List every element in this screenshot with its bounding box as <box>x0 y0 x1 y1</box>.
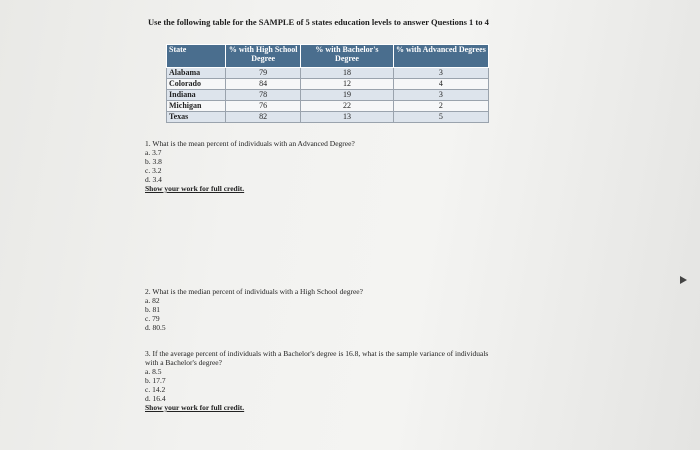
cell-high-school: 79 <box>226 68 301 79</box>
cell-high-school: 82 <box>226 112 301 123</box>
question-stem: 1. What is the mean percent of individuals with an Advanced Degree? <box>145 139 355 148</box>
table-header-row <box>167 45 489 68</box>
question-stem: 2. What is the median percent of individuals with a High School degree? <box>145 287 363 296</box>
cell-high-school: 78 <box>226 90 301 101</box>
cell-state: Indiana <box>167 90 226 101</box>
show-work-note: Show your work for full credit. <box>145 184 245 193</box>
cell-bachelors: 18 <box>301 68 394 79</box>
answer-option: b. 17.7 <box>145 376 166 385</box>
cell-advanced: 3 <box>393 68 488 79</box>
table-row <box>167 68 489 79</box>
table-row <box>167 79 489 90</box>
question-3 <box>145 349 495 412</box>
header-advanced: % with Advanced Degrees <box>393 45 488 68</box>
cell-advanced: 2 <box>393 101 488 112</box>
cell-bachelors: 12 <box>301 79 394 90</box>
answer-option: c. 3.2 <box>145 166 162 175</box>
answer-option: c. 79 <box>145 314 160 323</box>
cell-high-school: 76 <box>226 101 301 112</box>
cell-state: Michigan <box>167 101 226 112</box>
answer-option: b. 3.8 <box>145 157 162 166</box>
table-row <box>167 90 489 101</box>
header-high-school: % with High School Degree <box>226 45 301 68</box>
answer-option: a. 8.5 <box>145 367 162 376</box>
cell-state: Texas <box>167 112 226 123</box>
answer-option: b. 81 <box>145 305 160 314</box>
cell-advanced: 3 <box>393 90 488 101</box>
answer-option: c. 14.2 <box>145 385 166 394</box>
answer-option: d. 3.4 <box>145 175 162 184</box>
cell-bachelors: 19 <box>301 90 394 101</box>
cell-high-school: 84 <box>226 79 301 90</box>
answer-option: d. 16.4 <box>145 394 166 403</box>
question-stem: 3. If the average percent of individuals with a Bachelor's degree is 16.8, what is the sample variance of individuals with a Bachelor's degree? <box>145 349 489 367</box>
header-state: State <box>167 45 226 68</box>
mouse-cursor-icon <box>680 276 687 284</box>
table-row <box>167 112 489 123</box>
show-work-note: Show your work for full credit. <box>145 403 245 412</box>
cell-advanced: 5 <box>393 112 488 123</box>
cell-state: Alabama <box>167 68 226 79</box>
cell-bachelors: 13 <box>301 112 394 123</box>
answer-option: a. 82 <box>145 296 160 305</box>
cell-advanced: 4 <box>393 79 488 90</box>
header-bachelors: % with Bachelor's Degree <box>301 45 394 68</box>
question-1 <box>145 139 355 193</box>
answer-option: d. 80.5 <box>145 323 166 332</box>
cell-bachelors: 22 <box>301 101 394 112</box>
instructions-text: Use the following table for the SAMPLE of 5 states education levels to answer Questions 1 to 4 <box>148 17 489 27</box>
question-2 <box>145 287 363 332</box>
answer-option: a. 3.7 <box>145 148 162 157</box>
education-table <box>166 44 489 123</box>
cell-state: Colorado <box>167 79 226 90</box>
table-row <box>167 101 489 112</box>
